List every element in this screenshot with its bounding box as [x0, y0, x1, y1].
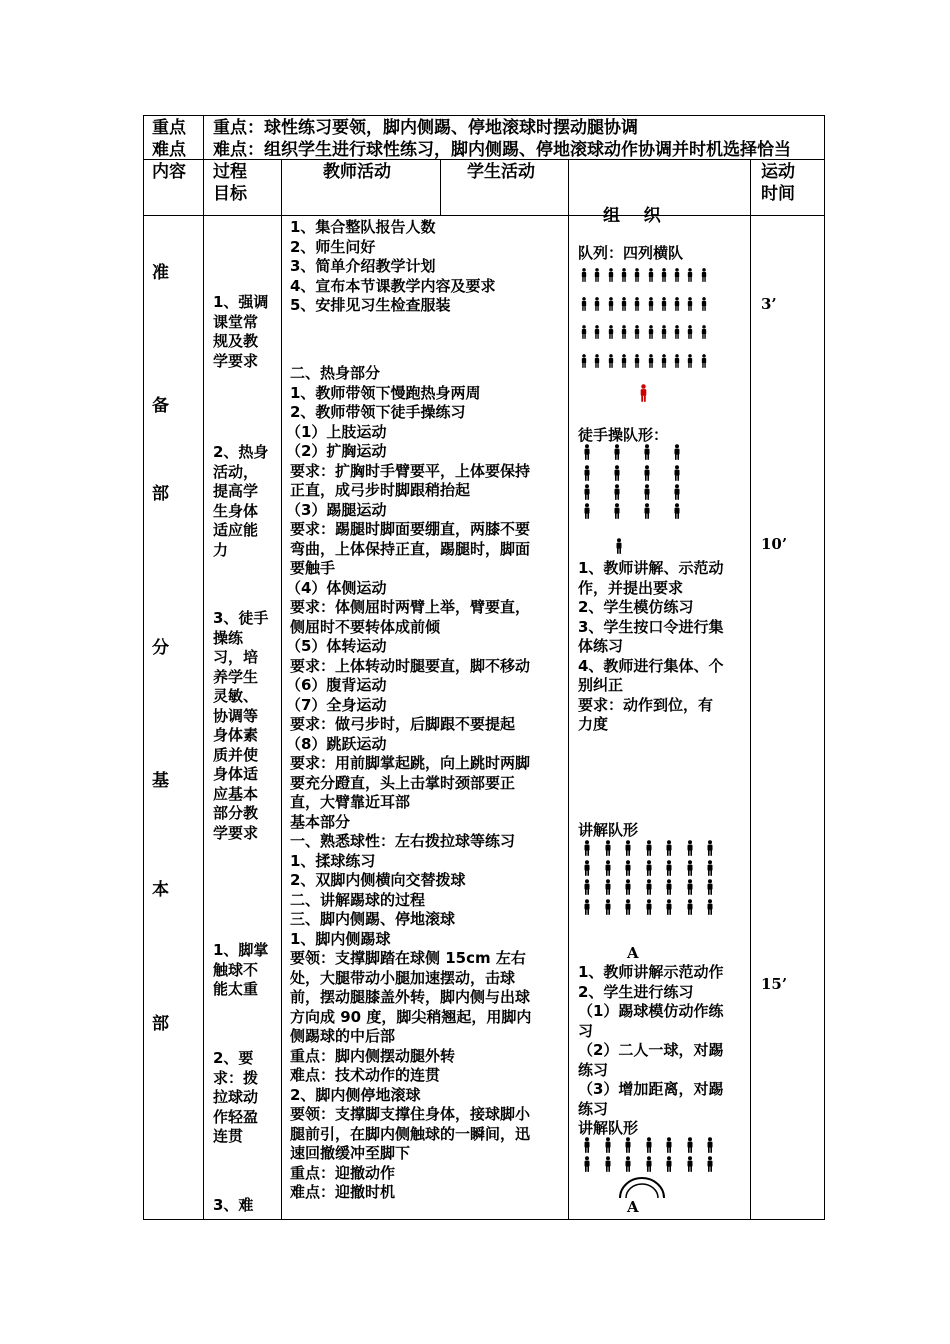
teacher-line: 2、双脚内侧横向交替拨球 [290, 871, 466, 889]
teacher-line: 要求：体侧屈时两臂上举，臂要直， [290, 598, 531, 616]
goal-line: 适应能 [213, 521, 259, 539]
teacher-line: 重点：迎撤动作 [290, 1163, 396, 1182]
section-char-2: 备 [152, 396, 169, 416]
teacher-line: 弯曲，上体保持正直，踢腿时，脚面 [290, 539, 531, 558]
goal-line: 养学生 [213, 667, 259, 686]
goal-block-3 [213, 609, 268, 843]
student-icon [583, 840, 591, 856]
goal-block-6 [213, 1196, 253, 1216]
teacher-line: 要求：上体转动时腿要直，脚不移动 [290, 656, 531, 675]
goal-line: 2、要 [213, 1049, 254, 1067]
student-icon [583, 465, 591, 481]
student-icon [673, 354, 681, 368]
teacher-line: 一、熟悉球性：左右拨拉球等练习 [290, 832, 516, 850]
teacher-line: 难点：技术动作的连贯 [290, 1066, 441, 1084]
header-time [761, 161, 795, 205]
student-icon [645, 899, 653, 915]
teacher-line: 要求：做弓步时，后脚跟不要提起 [290, 715, 516, 733]
student-icon [660, 297, 668, 311]
goal-line: 作轻盈 [213, 1107, 259, 1126]
student-icon [706, 899, 714, 915]
time-2: 10’ [761, 535, 788, 553]
teacher-line: 2、师生问好 [290, 237, 376, 256]
student-icon [593, 297, 601, 311]
student-icon [624, 1137, 632, 1153]
student-icon [580, 297, 588, 311]
org-line: 练习 [578, 1060, 609, 1079]
student-icon [647, 325, 655, 339]
teacher-line: （4）体侧运动 [286, 578, 387, 597]
marker-a-bottom: A [627, 1198, 639, 1216]
header-teacher [323, 161, 391, 183]
student-icon [706, 1137, 714, 1153]
org-explain-label: 讲解队形 [578, 821, 639, 839]
goal-block-1 [213, 293, 268, 371]
student-icon [620, 268, 628, 282]
student-icon [660, 354, 668, 368]
student-icon [665, 1137, 673, 1153]
student-icon [645, 860, 653, 876]
time-1: 3’ [761, 295, 777, 313]
goal-line: 操练 [213, 628, 244, 647]
org-line: 讲解队形 [578, 1119, 639, 1137]
student-icon [607, 297, 615, 311]
table-top-border [143, 115, 825, 116]
teacher-line: 4、宣布本节课教学内容及要求 [290, 276, 496, 295]
teacher-line: 1、揉球练习 [290, 851, 376, 870]
org-line: （2）二人一球，对踢 [578, 1041, 724, 1059]
teacher-line: （7）全身运动 [286, 695, 387, 714]
org-line: 习 [578, 1021, 594, 1040]
goal-line: 1、强调 [213, 293, 269, 311]
teacher-line: 要求：扩胸时手臂要平，上体要保持 [290, 461, 531, 480]
student-icon [613, 444, 621, 460]
teacher-line: 1、集合整队报告人数 [290, 218, 436, 236]
student-icon [604, 899, 612, 915]
section-char-3: 部 [152, 484, 169, 504]
student-icon [593, 325, 601, 339]
student-icon [665, 1156, 673, 1172]
org-line: 1、教师讲解、示范动 [578, 559, 724, 577]
org-line: 要求：动作到位，有 [578, 695, 714, 714]
student-icon [647, 297, 655, 311]
student-icon [673, 444, 681, 460]
header-goal-line2: 目标 [213, 184, 247, 204]
org-warmup-steps [578, 559, 723, 735]
student-icon [647, 268, 655, 282]
student-icon [660, 325, 668, 339]
teacher-line: 腿前引，在脚内侧触球的一瞬间，迅 [290, 1124, 531, 1143]
section-char-6: 本 [152, 880, 169, 900]
student-icon [706, 879, 714, 895]
goal-line: 触球不 [213, 960, 259, 979]
student-icon [580, 325, 588, 339]
student-icon [633, 325, 641, 339]
header-content [152, 161, 186, 183]
student-icon [643, 503, 651, 519]
student-icon [633, 297, 641, 311]
student-icon [604, 860, 612, 876]
student-icon [686, 1156, 694, 1172]
header-content-text: 内容 [152, 162, 186, 182]
section-char-5: 基 [152, 771, 169, 791]
org-line: 别纠正 [578, 676, 624, 694]
teacher-line: 二、讲解踢球的过程 [290, 890, 426, 909]
student-icon [686, 297, 694, 311]
student-icon [686, 268, 694, 282]
marker-a: A [627, 944, 639, 962]
teacher-student-divider [440, 159, 441, 216]
student-icon [583, 860, 591, 876]
goal-line: 学要求 [213, 351, 259, 370]
student-icon [607, 268, 615, 282]
student-icon [700, 268, 708, 282]
header-teacher-text: 教师活动 [323, 162, 391, 182]
teacher-line: 基本部分 [290, 812, 351, 831]
teacher-line: 难点：迎撤时机 [290, 1183, 396, 1201]
goal-block-5 [213, 1049, 258, 1147]
student-icon [624, 899, 632, 915]
student-icon [665, 840, 673, 856]
teacher-line: 5、安排见习生检查服装 [290, 296, 451, 314]
table-bottom-border [143, 1219, 825, 1220]
teacher-line: （5）体转运动 [286, 637, 387, 655]
teacher-line: 2、教师带领下徒手操练习 [290, 403, 466, 421]
student-icon [686, 860, 694, 876]
student-icon [645, 1156, 653, 1172]
student-icon [633, 268, 641, 282]
teacher-line: 前，摆动腿膝盖外转，脚内侧与出球 [290, 988, 531, 1006]
org-line: （1）踢球模仿动作练 [578, 1002, 724, 1020]
teacher-line: 速回撤缓冲至脚下 [290, 1144, 411, 1162]
goal-line: 拉球动 [213, 1088, 259, 1106]
goal-line: 3、难 [213, 1196, 254, 1214]
goal-col-divider [281, 159, 282, 1220]
table-right-border [824, 115, 825, 1220]
student-icon [643, 484, 651, 500]
student-icon [643, 444, 651, 460]
org-line: 1、教师讲解示范动作 [578, 963, 724, 981]
org-line: 练习 [578, 1099, 609, 1118]
key-points-text [213, 117, 791, 161]
goal-block-4 [213, 941, 268, 1000]
semicircle-arc [617, 1176, 667, 1200]
goal-line: 质并使 [213, 745, 259, 764]
org-line: 4、教师进行集体、个 [578, 656, 724, 675]
goal-line: 力 [213, 540, 229, 559]
teacher-line: 侧屈时不要转体成前倾 [290, 617, 441, 636]
goal-line: 部分教 [213, 804, 259, 822]
org-line: 2、学生模仿练习 [578, 598, 694, 616]
student-icon [624, 879, 632, 895]
header-student-text: 学生活动 [467, 162, 535, 182]
org-line: 体练习 [578, 637, 624, 655]
goal-line: 习，培 [213, 648, 259, 666]
student-icon [580, 268, 588, 282]
student-icon [604, 840, 612, 856]
student-icon [613, 503, 621, 519]
student-icon [700, 354, 708, 368]
org-line: 作，并提出要求 [578, 578, 684, 597]
header-time-line2: 时间 [761, 184, 795, 204]
goal-line: 应基本 [213, 784, 259, 803]
student-icon [686, 1137, 694, 1153]
teacher-line: 三、脚内侧踢、停地滚球 [290, 910, 456, 928]
student-icon [686, 840, 694, 856]
student-icon [706, 860, 714, 876]
student-icon [583, 1137, 591, 1153]
student-icon [613, 465, 621, 481]
student-icon [673, 297, 681, 311]
student-icon [604, 1156, 612, 1172]
teacher-line: 要领：支撑脚支撑住身体，接球脚小 [290, 1105, 531, 1123]
student-icon [604, 1137, 612, 1153]
difficulty-label: 难点 [152, 140, 186, 160]
header-goal [213, 161, 247, 205]
student-icon [645, 879, 653, 895]
header-student [467, 161, 535, 183]
teacher-line: 1、脚内侧踢球 [290, 929, 391, 948]
goal-line: 提高学 [213, 482, 259, 500]
goal-line: 活动， [213, 462, 259, 481]
goal-block-2 [213, 443, 268, 560]
difficulty-text: 难点：组织学生进行球性练习，脚内侧踢、停地滚球动作协调并时机选择恰当 [213, 140, 791, 160]
student-icon [583, 899, 591, 915]
student-icon [633, 354, 641, 368]
goal-line: 生身体 [213, 501, 259, 520]
column-header-divider [143, 215, 825, 216]
goal-line: 身体适 [213, 765, 259, 783]
student-icon [700, 297, 708, 311]
key-point-text: 重点：球性练习要领，脚内侧踢、停地滚球时摆动腿协调 [213, 118, 638, 138]
student-icon [673, 325, 681, 339]
teacher-line: （6）腹背运动 [286, 676, 387, 694]
teacher-line: 侧踢球的中后部 [290, 1027, 396, 1045]
table-left-border [143, 115, 144, 1220]
student-icon [706, 1156, 714, 1172]
student-icon [686, 879, 694, 895]
section-char-7: 部 [152, 1014, 169, 1034]
student-icon [686, 354, 694, 368]
student-icon [593, 354, 601, 368]
goal-line: 求：拨 [213, 1068, 259, 1087]
student-icon [607, 325, 615, 339]
student-icon [624, 1156, 632, 1172]
student-icon [620, 297, 628, 311]
student-icon [583, 1156, 591, 1172]
content-col-divider [203, 115, 204, 1220]
teacher-line: （8）跳跃运动 [286, 734, 387, 753]
header-org-text: 组 织 [603, 206, 661, 226]
teacher-line: 方向成 90 度，脚尖稍翘起，用脚内 [290, 1007, 532, 1026]
header-time-line1: 运动 [761, 162, 795, 182]
student-icon [673, 268, 681, 282]
goal-line: 连贯 [213, 1127, 244, 1145]
org-basic-steps [578, 963, 723, 1139]
goal-line: 身体素 [213, 726, 259, 744]
student-icon [613, 484, 621, 500]
student-icon [580, 354, 588, 368]
goal-line: 灵敏、 [213, 687, 259, 705]
teacher-icon [615, 538, 623, 554]
student-icon [607, 354, 615, 368]
teacher-line: （2）扩胸运动 [286, 442, 387, 460]
key-points-label [152, 117, 186, 161]
student-icon [620, 325, 628, 339]
teacher-line: 要充分蹬直，头上击掌时颈部要正 [290, 773, 516, 792]
student-icon [583, 444, 591, 460]
teacher-line: 处，大腿带动小腿加速摆动，击球 [290, 968, 516, 987]
teacher-line: 二、热身部分 [290, 364, 381, 382]
goal-line: 学要求 [213, 823, 259, 842]
student-icon [700, 325, 708, 339]
goal-line: 2、热身 [213, 443, 269, 461]
student-icon [706, 840, 714, 856]
teacher-line: 2、脚内侧停地滚球 [290, 1085, 421, 1104]
student-icon [583, 879, 591, 895]
student-icon [673, 503, 681, 519]
teacher-line: 要求：踢腿时脚面要绷直，两膝不要 [290, 520, 531, 538]
org-line: （3）增加距离，对踢 [578, 1080, 724, 1098]
teacher-line: 要触手 [290, 559, 336, 577]
org-line: 3、学生按口令进行集 [578, 617, 724, 636]
teacher-icon [639, 383, 648, 403]
activity-col-divider [568, 159, 569, 1220]
student-icon [660, 268, 668, 282]
student-icon [665, 860, 673, 876]
goal-line: 协调等 [213, 706, 259, 725]
teacher-line: 正直，成弓步时脚跟稍抬起 [290, 481, 471, 499]
teacher-line: （1）上肢运动 [286, 422, 387, 441]
student-icon [593, 268, 601, 282]
student-icon [665, 899, 673, 915]
student-icon [604, 879, 612, 895]
teacher-line: 要求：用前脚掌起跳，向上跳时两脚 [290, 754, 531, 772]
teacher-line: （3）踢腿运动 [286, 500, 387, 519]
section-char-1: 准 [152, 263, 169, 283]
student-icon [624, 840, 632, 856]
student-icon [647, 354, 655, 368]
student-icon [645, 840, 653, 856]
goal-line: 能太重 [213, 980, 259, 998]
teacher-line: 要领：支撑脚踏在球侧 15cm 左右 [290, 949, 526, 967]
teacher-line: 1、教师带领下慢跑热身两周 [290, 383, 481, 402]
teacher-line: 直，大臂靠近耳部 [290, 793, 411, 811]
org-exercise-label: 徒手操队形： [578, 426, 669, 444]
student-icon [583, 484, 591, 500]
header-goal-line1: 过程 [213, 162, 247, 182]
student-icon [686, 325, 694, 339]
teacher-line: 重点：脚内侧摆动腿外转 [290, 1046, 456, 1065]
student-icon [665, 879, 673, 895]
student-icon [673, 484, 681, 500]
org-line: 力度 [578, 715, 609, 733]
goal-line: 3、徒手 [213, 609, 269, 627]
org-col-divider [750, 159, 751, 1220]
student-icon [624, 860, 632, 876]
goal-line: 规及教 [213, 332, 259, 350]
goal-line: 课堂常 [213, 312, 259, 331]
org-line: 2、学生进行练习 [578, 982, 694, 1001]
time-3: 15’ [761, 975, 788, 993]
student-icon [643, 465, 651, 481]
student-icon [620, 354, 628, 368]
student-icon [583, 503, 591, 519]
section-char-4: 分 [152, 638, 169, 658]
student-icon [673, 465, 681, 481]
teacher-line: 3、简单介绍教学计划 [290, 257, 436, 275]
student-icon [686, 899, 694, 915]
key-label: 重点 [152, 118, 186, 138]
goal-line: 1、脚掌 [213, 941, 269, 959]
student-icon [645, 1137, 653, 1153]
org-formation-label: 队列：四列横队 [578, 244, 684, 262]
